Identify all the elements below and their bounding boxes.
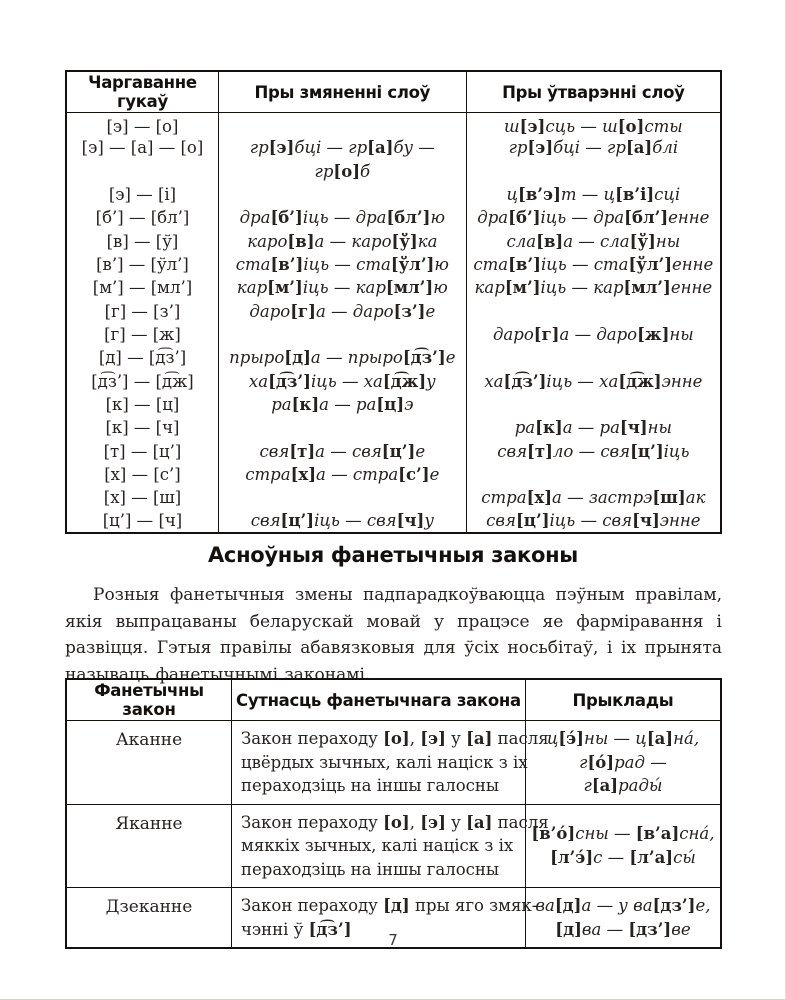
- word-formation-example-cell: [466, 299, 721, 322]
- column-header-word-change: Пры змяненні слоў: [218, 71, 466, 113]
- word-change-example-cell: ха[д͡з’]іць — ха[д͡ж]у: [218, 369, 466, 392]
- example-line: [в’о́]сны — [в’а]сна́,: [531, 824, 715, 844]
- essence-line: пераходзіць на іншы галосны: [241, 859, 500, 879]
- law-name-cell: Аканне: [66, 721, 232, 805]
- table-row: [66, 229, 721, 252]
- table-row: [66, 276, 721, 299]
- laws-table-body: [66, 721, 721, 949]
- alternation-pair-cell: [м’] — [мл’]: [66, 276, 218, 299]
- word-change-example-cell: прыро[д]а — прыро[д͡з’]е: [218, 346, 466, 369]
- word-formation-example-cell: даро[г]а — даро[ж]ны: [466, 323, 721, 346]
- example-line: [л’э́]с — [л’а]сы́: [550, 847, 696, 867]
- law-examples-cell: [525, 721, 721, 805]
- table-row: [66, 416, 721, 439]
- example-line: г[о́]рад —: [579, 752, 667, 772]
- alternation-pair-cell: [к] — [ч]: [66, 416, 218, 439]
- section-title: Асноўныя фанетычныя законы: [207, 543, 578, 567]
- essence-line: Закон пераходу [о], [э] у [а] пасля: [241, 729, 549, 748]
- essence-line: цвёрдых зычных, калі націск з іх: [241, 752, 528, 772]
- word-change-example-cell: гр[э]бці — гр[а]бу —: [218, 136, 466, 159]
- table-row: [66, 253, 721, 276]
- alternation-pair-cell: [э] — [а] — [о]: [66, 136, 218, 159]
- table-row: [66, 206, 721, 229]
- table-row: [66, 439, 721, 462]
- table-row: [66, 136, 721, 159]
- example-line: г[а]рады́: [583, 776, 663, 795]
- table-row: [66, 159, 721, 182]
- word-formation-example-cell: ха[д͡з’]іць — ха[д͡ж]энне: [466, 369, 721, 392]
- word-change-example-cell: свя[ц’]іць — свя[ч]у: [218, 510, 466, 533]
- word-formation-example-cell: дра[б’]іць — дра[бл’]енне: [466, 206, 721, 229]
- table-row: [66, 323, 721, 346]
- table-row: [66, 463, 721, 486]
- essence-line: чэнні ў [д͡з’]: [241, 919, 352, 939]
- table-row: [66, 183, 721, 206]
- alternation-pair-cell: [г] — [з’]: [66, 299, 218, 322]
- alternation-pair-cell: [э] — [о]: [66, 113, 218, 137]
- alternation-pair-cell: [ц’] — [ч]: [66, 510, 218, 533]
- word-change-example-cell: ра[к]а — ра[ц]э: [218, 393, 466, 416]
- alternation-table: [65, 70, 722, 534]
- word-change-example-cell: [218, 323, 466, 346]
- word-formation-example-cell: свя[т]ло — свя[ц’]іць: [466, 439, 721, 462]
- table-row: [66, 804, 721, 888]
- word-change-example-cell: [218, 486, 466, 509]
- law-name-cell: Яканне: [66, 804, 232, 888]
- word-formation-example-cell: ра[к]а — ра[ч]ны: [466, 416, 721, 439]
- example-line: [д]ва — [дз’]ве: [555, 919, 691, 939]
- word-formation-example-cell: свя[ц’]іць — свя[ч]энне: [466, 510, 721, 533]
- word-formation-example-cell: ста[в’]іць — ста[ўл’]енне: [466, 253, 721, 276]
- column-header-word-formation: Пры ўтварэнні слоў: [466, 71, 721, 113]
- alternation-pair-cell: [б’] — [бл’]: [66, 206, 218, 229]
- law-essence-cell: [232, 804, 549, 888]
- word-change-example-cell: каро[в]а — каро[ў]ка: [218, 229, 466, 252]
- essence-line: мяккіх зычных, калі націск з іх: [241, 836, 514, 855]
- word-formation-example-cell: [466, 463, 721, 486]
- column-header-examples: Прыклады: [525, 679, 721, 721]
- page-number: 7: [388, 931, 398, 949]
- word-change-example-cell: [218, 183, 466, 206]
- table-row: [66, 346, 721, 369]
- intro-paragraph: Розныя фанетычныя змены падпарадкоўваюцца пэўным правілам, якія выпрацаваны беларускай мовай у працэсе яе фарміравання і развіцця. Гэтыя правілы абавязковыя для ўсіх носьбітаў, і іх прынята называць фанетычнымі законамі.: [65, 585, 722, 685]
- word-change-example-cell: гр[о]б: [218, 159, 466, 182]
- word-formation-example-cell: [466, 393, 721, 416]
- word-change-example-cell: ста[в’]іць — ста[ўл’]ю: [218, 253, 466, 276]
- alternation-pair-cell: [в’] — [ўл’]: [66, 253, 218, 276]
- table-row: [66, 393, 721, 416]
- law-examples-cell: [525, 804, 721, 888]
- word-change-example-cell: стра[х]а — стра[с’]е: [218, 463, 466, 486]
- word-change-example-cell: кар[м’]іць — кар[мл’]ю: [218, 276, 466, 299]
- alternation-pair-cell: [д] — [д͡з’]: [66, 346, 218, 369]
- table-row: [66, 721, 721, 805]
- word-formation-example-cell: ш[э]сць — ш[о]сты: [466, 113, 721, 137]
- example-line: ц[э́]ны — ц[а]на́,: [546, 729, 700, 748]
- word-formation-example-cell: кар[м’]іць — кар[мл’]енне: [466, 276, 721, 299]
- word-change-example-cell: дра[б’]іць — дра[бл’]ю: [218, 206, 466, 229]
- alternation-pair-cell: [д͡з’] — [д͡ж]: [66, 369, 218, 392]
- alternation-pair-cell: [66, 159, 218, 182]
- alternation-pair-cell: [в] — [ў]: [66, 229, 218, 252]
- essence-line: Закон пераходу [д] пры яго змяк-: [241, 896, 538, 915]
- alternation-pair-cell: [к] — [ц]: [66, 393, 218, 416]
- table-row: [66, 299, 721, 322]
- alternation-pair-cell: [х] — [с’]: [66, 463, 218, 486]
- laws-table-header-row: [66, 679, 721, 721]
- word-change-example-cell: даро[г]а — даро[з’]е: [218, 299, 466, 322]
- alternation-pair-cell: [э] — [і]: [66, 183, 218, 206]
- word-formation-example-cell: [466, 159, 721, 182]
- word-formation-example-cell: ц[в’э]т — ц[в’і]сці: [466, 183, 721, 206]
- column-header-essence: Сутнасць фанетычнага закона: [232, 679, 526, 721]
- word-change-example-cell: [218, 416, 466, 439]
- table-row: [66, 486, 721, 509]
- column-header-alternation: Чаргаванне гукаў: [66, 71, 218, 113]
- word-change-example-cell: [218, 113, 466, 137]
- table-row: [66, 510, 721, 533]
- alternation-pair-cell: [т] — [ц’]: [66, 439, 218, 462]
- table-row: [66, 369, 721, 392]
- column-header-law: Фанетычны закон: [66, 679, 232, 721]
- essence-line: пераходзіць на іншы галосны: [241, 776, 500, 795]
- word-formation-example-cell: стра[х]а — застрэ[ш]ак: [466, 486, 721, 509]
- alternation-table-body: [66, 113, 721, 533]
- example-line: ва[д]а — у ва[дз’]е,: [535, 896, 711, 915]
- laws-table: [65, 678, 722, 949]
- alternation-pair-cell: [г] — [ж]: [66, 323, 218, 346]
- alternation-table-header-row: [66, 71, 721, 113]
- word-change-example-cell: свя[т]а — свя[ц’]е: [218, 439, 466, 462]
- law-name-cell: Дзеканне: [66, 888, 232, 949]
- alternation-pair-cell: [х] — [ш]: [66, 486, 218, 509]
- law-essence-cell: [232, 721, 549, 805]
- word-formation-example-cell: сла[в]а — сла[ў]ны: [466, 229, 721, 252]
- table-row: [66, 113, 721, 137]
- word-formation-example-cell: [466, 346, 721, 369]
- essence-line: Закон пераходу [о], [э] у [а] пасля: [241, 812, 549, 832]
- word-formation-example-cell: гр[э]бці — гр[а]блі: [466, 136, 721, 159]
